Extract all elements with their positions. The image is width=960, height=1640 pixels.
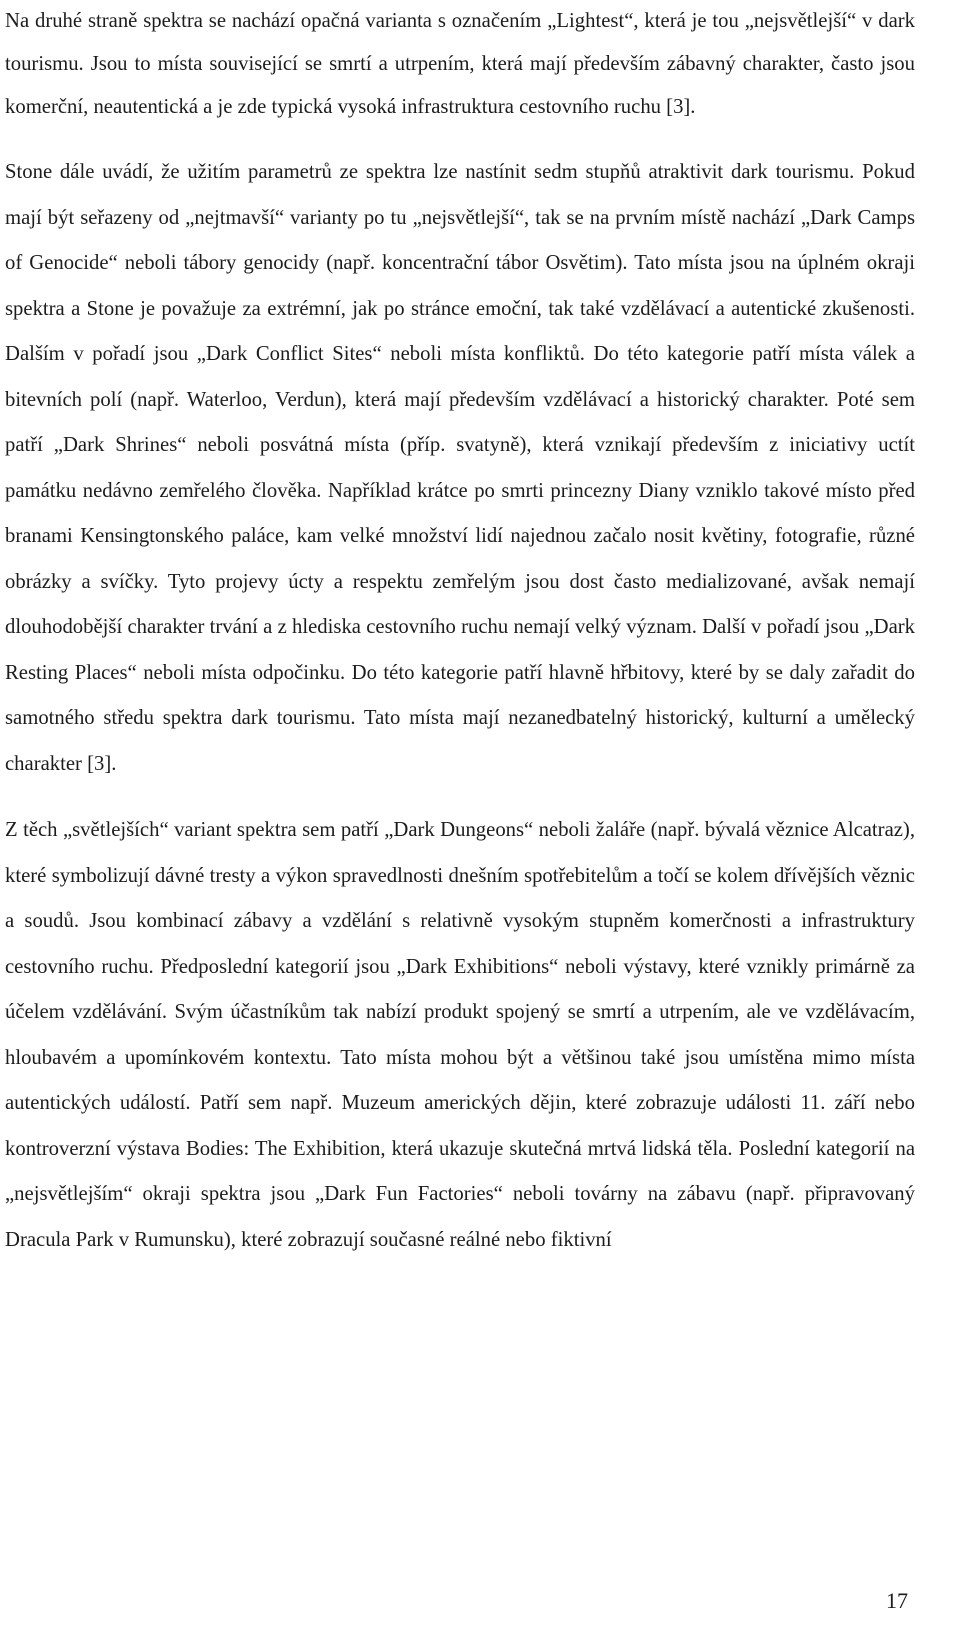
- paragraph-lighter-variants: Z těch „světlejších“ variant spektra sem patří „Dark Dungeons“ neboli žaláře (např. bývalá věznice Alcatraz), které symbolizují dávné tresty a výkon spravedlnosti dnešním spotřebitelům a točí se kolem dřívějších věznic a soudů. Jsou kombinací zábavy a vzdělání s relativně vysokým stupněm komerčnosti a infrastruktury cestovního ruchu. Předposlední kategorií jsou „Dark Exhibitions“ neboli výstavy, které vznikly primárně za účelem vzdělávání. Svým účastníkům tak nabízí produkt spojený se smrtí a utrpením, ale ve vzdělávacím, hloubavém a upomínkovém kontextu. Tato místa mohou být a většinou také jsou umístěna mimo místa autentických událostí. Patří sem např. Muzeum amerických dějin, které zobrazuje události 11. září nebo kontroverzní výstava Bodies: The Exhibition, která ukazuje skutečná mrtvá lidská těla. Poslední kategorií na „nejsvětlejším“ okraji spektra jsou „Dark Fun Factories“ neboli továrny na zábavu (např. připravovaný Dracula Park v Rumunsku), které zobrazují současné reálné nebo fiktivní: [5, 819, 915, 1251]
- paragraph-seven-stages: Stone dále uvádí, že užitím parametrů ze spektra lze nastínit sedm stupňů atraktivit dark tourismu. Pokud mají být seřazeny od „nejtmavší“ varianty po tu „nejsvětlejší“, tak se na prvním místě nachází „Dark Camps of Genocide“ neboli tábory genocidy (např. koncentrační tábor Osvětim). Tato místa jsou na úplném okraji spektra a Stone je považuje za extrémní, jak po stránce emoční, tak také vzdělávací a autentické zkušenosti. Dalším v pořadí jsou „Dark Conflict Sites“ neboli místa konfliktů. Do této kategorie patří místa válek a bitevních polí (např. Waterloo, Verdun), která mají především vzdělávací a historický charakter. Poté sem patří „Dark Shrines“ neboli posvátná místa (příp. svatyně), která vznikají především z iniciativy uctít památku nedávno zemřelého člověka. Například krátce po smrti princezny Diany vzniklo takové místo před branami Kensingtonského paláce, kam velké množství lidí najednou začalo nosit květiny, fotografie, různé obrázky a svíčky. Tyto projevy úcty a respektu zemřelým jsou dost často medializované, avšak nemají dlouhodobější charakter trvání a z hlediska cestovního ruchu nemají velký význam. Další v pořadí jsou „Dark Resting Places“ neboli místa odpočinku. Do této kategorie patří hlavně hřbitovy, které by se daly zařadit do samotného středu spektra dark tourismu. Tato místa mají nezanedbatelný historický, kulturní a umělecký charakter [3].: [5, 161, 915, 775]
- paragraph-lightest: Na druhé straně spektra se nachází opačná varianta s označením „Lightest“, která je tou „nejsvětlejší“ v dark tourismu. Jsou to místa související se smrtí a utrpením, která mají především zábavný charakter, často jsou komerční, neautentická a je zde typická vysoká infrastruktura cestovního ruchu [3].: [5, 10, 915, 118]
- page-number: 17: [886, 1588, 908, 1613]
- document-page: [5, 0, 915, 1263]
